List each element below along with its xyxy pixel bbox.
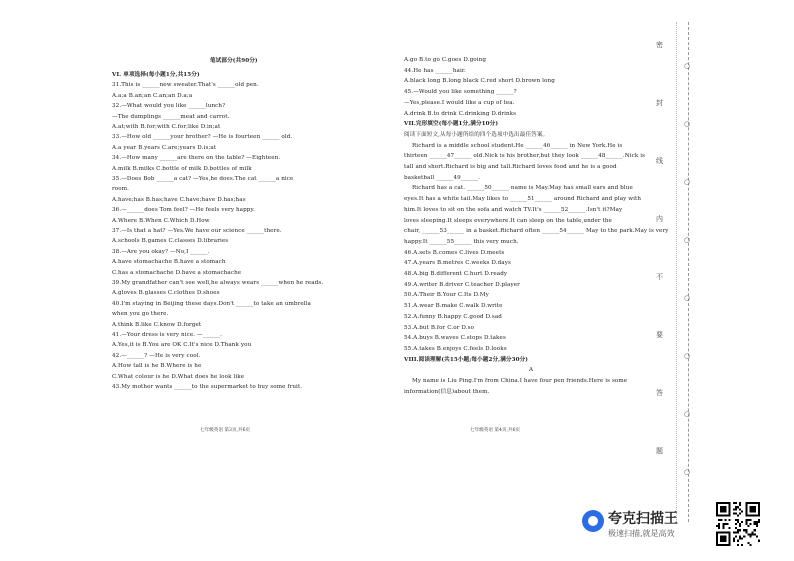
binding-hole-icon: ○	[684, 294, 691, 302]
question-line: 34.—How many ______are there on the table? —Eighteen.	[112, 155, 281, 162]
question-line: room.	[112, 186, 129, 193]
footer-left: 七年级英语 第3页,共6页	[200, 428, 251, 433]
question-line: 39.My grandfather can't see well,he always wears ______when he reads.	[112, 280, 324, 286]
footer-right: 七年级英语 第4页,共6页	[470, 428, 521, 433]
binding-strip-glyph: 封	[656, 99, 663, 107]
question-line: 37.—Is that a hat? —Yes.We have our science ______there.	[112, 228, 282, 234]
binding-strip-glyph: 内	[656, 215, 663, 223]
question-line: happy.It ______55______ this very much.	[404, 238, 519, 245]
question-line: tall and short.Richard is big and tall.Richard loves food and he is a good	[404, 164, 617, 170]
question-line: 53.A.but B.for C.or D.so	[404, 324, 475, 331]
question-line: A.at;with B.for;with C.for;like D.in;at	[112, 124, 221, 130]
question-line: 44.He has ______hair.	[404, 67, 466, 74]
section-title: 笔试部分(共90分)	[210, 58, 258, 64]
question-line: 55.A.takes B.enjoys C.feels D.looks	[404, 345, 507, 352]
question-line: 35.—Does Bob ______a cat? —Yes,he does.The cat ______a nice	[112, 176, 294, 182]
question-line: My name is Liu Ping.I'm from China.I have four pen friends.Here is some	[412, 378, 628, 384]
question-line: C.What colour is he D.What does he look like	[112, 373, 245, 380]
scanner-logo-icon	[582, 510, 604, 532]
question-line: A.Yes,it is B.You are OK C.It's nice D.Thank you	[112, 342, 252, 349]
binding-hole-icon: ○	[684, 120, 691, 128]
watermark-title: 夸克扫描王	[608, 511, 678, 527]
question-line: A.a;a B.an;an C.an;an D.a;a	[112, 92, 193, 99]
question-line: 38.—Are you okay? —No,I ______.	[112, 248, 210, 255]
question-line: 54.A.buys B.waves C.stops D.takes	[404, 335, 506, 342]
binding-strip-glyph: 要	[656, 331, 663, 339]
question-line: A.have stomachache B.have a stomach	[112, 259, 226, 266]
question-line: 50.A.Their B.Your C.Its D.My	[404, 292, 489, 299]
scanner-watermark	[574, 502, 794, 546]
binding-strip-glyph: 密	[656, 41, 663, 49]
question-line: A.go B.to go C.goes D.going	[404, 57, 487, 63]
question-line: C.has a stomachache D.have a stomachache	[112, 269, 242, 276]
question-line: when you go there.	[112, 311, 169, 318]
question-line: 43.My mother wants ______to the supermarket to buy some fruit.	[112, 384, 303, 390]
question-line: 32.—What would you like ______lunch?	[112, 103, 226, 110]
question-line: him.It loves to sit on the sofa and watch TV.It's ______52______.Isn't it?May	[404, 206, 623, 213]
question-line: 42.—______? —He is very cool.	[112, 352, 201, 359]
question-line: thirteen ______47______ old.Nick is his brother,but they look ______48______.Nick is	[404, 153, 646, 160]
question-line: eyes.It has a white tail.May likes to ______51______ around Richard and play with	[404, 196, 642, 203]
question-line: chair, ______53______ in a basket.Richard often ______54______ May to the park.May is very	[404, 228, 669, 235]
binding-dashed-line	[688, 22, 689, 522]
binding-hole-icon: ○	[684, 468, 691, 476]
question-line: 阅读下面短文,从每小题所给的四个选项中选出最佳答案。	[404, 131, 549, 138]
question-line: Richard is a middle school student.He ______46______ in New York.He is	[412, 142, 623, 149]
question-line: A.black long B.long black C.red short D.brown long	[404, 78, 555, 85]
question-line: 33.—How old ______your brother? —He is fourteen ______ old.	[112, 134, 293, 141]
question-line: 45.—Would you like something ______?	[404, 89, 517, 96]
question-line: A.a year B.years C.are;years D.is;at	[112, 144, 217, 151]
question-line: A.schools B.games C.classes D.libraries	[112, 238, 229, 245]
binding-strip-glyph: 题	[656, 447, 663, 455]
question-line: A	[529, 367, 534, 374]
binding-line	[676, 22, 677, 522]
question-line: A.drink B.to drink C.drinking D.drinks	[404, 110, 517, 117]
binding-hole-icon: ○	[684, 178, 691, 186]
question-line: 46.A.sets B.comes C.lives D.meets	[404, 249, 505, 256]
question-line: 40.I'm staying in Beijing these days.Don't ______to take an umbrella	[112, 300, 311, 307]
watermark-subtitle: 极速扫描,就是高效	[608, 529, 675, 538]
binding-strip-glyph: 不	[656, 273, 663, 281]
question-line: 51.A.wear B.make C.walk D.write	[404, 303, 503, 310]
binding-strip-glyph: 线	[656, 157, 663, 165]
question-line: 49.A.writer B.driver C.teacher D.player	[404, 281, 520, 288]
question-line: A.gloves B.glasses C.clothes D.shoes	[112, 290, 220, 297]
question-line: 36.—______does Tom feel? —He feels very happy.	[112, 207, 255, 214]
section-heading: VI. 单项选择(每小题1分,共15分)	[112, 72, 200, 78]
binding-strip-glyph: 答	[656, 389, 663, 397]
question-line: 52.A.funny B.happy C.good D.sad	[404, 313, 502, 320]
question-line: A.milk B.milks C.bottle of milk D.bottles of milk	[112, 165, 252, 172]
question-line: information(信息)about them.	[404, 388, 490, 395]
question-line: A.have;has B.has;have C.have;have D.has;has	[112, 196, 246, 203]
question-line: A.How tall is he B.Where is he	[112, 363, 202, 370]
question-line: A.Where B.When C.Which D.How	[112, 217, 210, 224]
section-heading: VIII.阅读理解(共15小题;每小题2分,满分30分)	[404, 356, 529, 363]
binding-hole-icon: ○	[684, 410, 691, 418]
question-line: Richard has a cat. ______50______ name is May.May has small ears and blue	[412, 185, 633, 192]
question-line: 31.This is ______new sweater.That's ______old pen.	[112, 82, 259, 89]
question-line: —The dumplings ______meat and carrot.	[112, 113, 230, 120]
question-line: basketball ______49______.	[404, 174, 481, 181]
qr-code-icon	[716, 502, 760, 546]
section-heading: VII.完形填空(每小题1分,满分10分)	[404, 121, 499, 128]
question-line: —Yes,please.I would like a cup of tea.	[404, 99, 515, 106]
binding-hole-icon: ○	[684, 352, 691, 360]
question-line: loves sleeping.It sleeps everywhere.It can sleep on the table,under the	[404, 217, 612, 224]
question-line: 48.A.big B.different C.hurt D.ready	[404, 271, 508, 277]
binding-hole-icon: ○	[684, 236, 691, 244]
binding-hole-icon: ○	[684, 62, 691, 70]
question-line: 41.—Your dress is very nice. —______.	[112, 332, 222, 338]
question-line: A.think B.like C.know D.forget	[112, 321, 202, 328]
question-line: 47.A.years B.metres C.weeks D.days	[404, 260, 511, 267]
